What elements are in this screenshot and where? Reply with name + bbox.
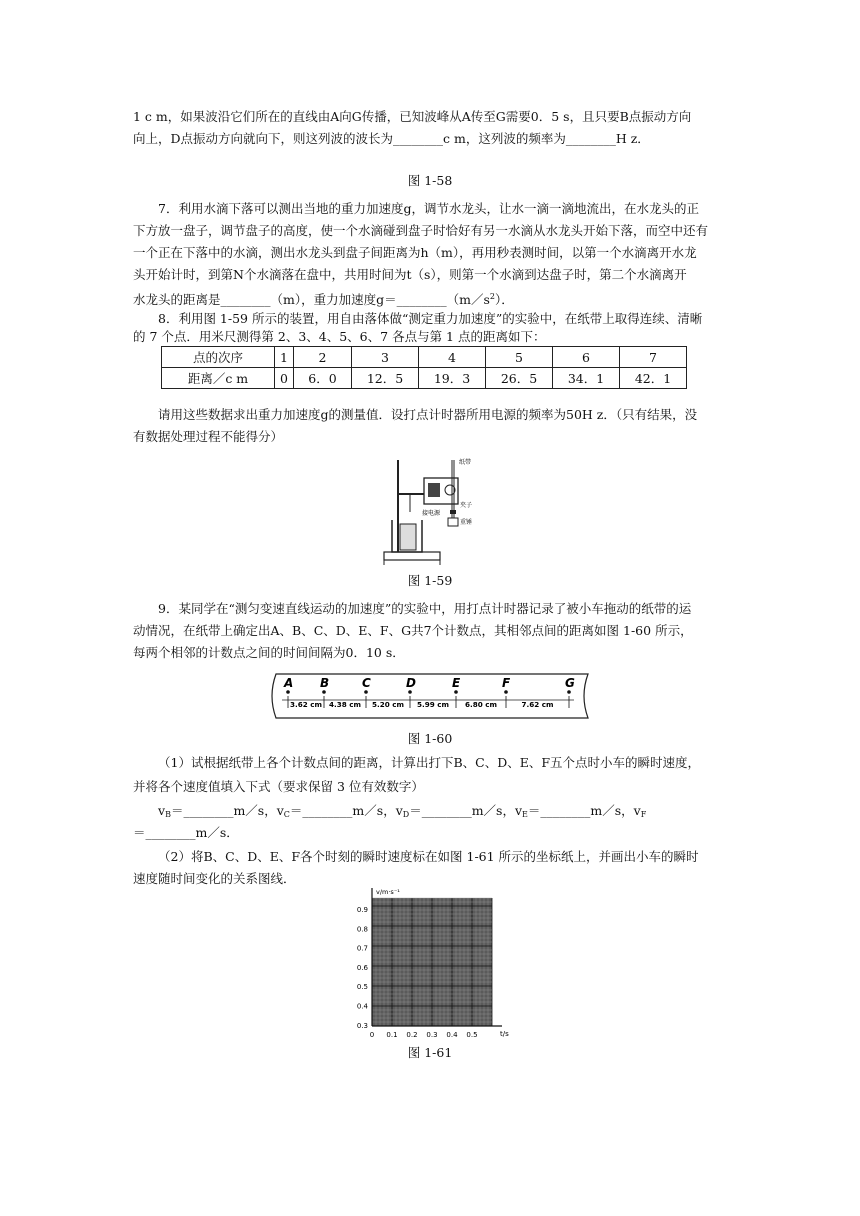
tape-distance-label: 3.62 cm: [290, 700, 322, 709]
q7-line-3: 一个正在下落中的水滴，测出水龙头到盘子间距离为h（m），再用秒表测时间，以第一个水滴离开水龙: [133, 245, 697, 260]
paper-tape-label: 纸带: [459, 459, 472, 466]
tape-point-E: [454, 690, 458, 694]
q9-line-2: 动情况，在纸带上确定出A、B、C、D、E、F、G共7个计数点，其相邻点间的距离如图 1-60 所示，: [133, 623, 693, 638]
v-b-blank: ＝________m／s，: [170, 803, 277, 818]
table-cell: 19．3: [419, 368, 486, 389]
q8-line-1: 8．利用图 1-59 所示的装置，用自由落体做“测定重力加速度”的实验中，在纸带上取得连续、清晰: [158, 311, 703, 326]
x-tick-label: 0.4: [446, 1031, 458, 1039]
tape-point-label: A: [284, 676, 294, 690]
x-tick-label: 0.5: [466, 1031, 478, 1039]
tape-point-B: [322, 690, 326, 694]
y-tick-label: 0.4: [356, 1002, 368, 1011]
y-tick-label: 0.5: [356, 983, 368, 992]
v-symbol: v: [633, 803, 641, 818]
weight-label: 重锤: [460, 519, 473, 526]
x-tick-label: 0.3: [426, 1031, 438, 1039]
tape-point-D: [408, 690, 412, 694]
x-tick-label: 0.1: [386, 1031, 398, 1039]
fig-1-58-caption: 图 1-58: [407, 173, 453, 188]
q7-line-2: 下方放一盘子，调节盘子的高度，使一个水滴碰到盘子时恰好有另一水滴从水龙头开始下落，而空中还有: [133, 223, 709, 238]
q9-part2-line-2: 速度随时间变化的关系图线．: [133, 871, 296, 886]
table-cell: 点的次序: [162, 347, 275, 368]
table-cell: 5: [486, 347, 553, 368]
q7-superscript: 2: [489, 292, 495, 301]
table-cell: 12．5: [352, 368, 419, 389]
tape-point-A: [286, 690, 290, 694]
q8-after-1: 请用这些数据求出重力加速度g的测量值．设打点计时器所用电源的频率为50H z．（只有结果，没: [158, 407, 698, 422]
x-tick-label: 0.2: [406, 1031, 418, 1039]
q6-line-2: 向上，D点振动方向就向下，则这列波的波长为________c m，这列波的频率为________H z．: [133, 131, 650, 146]
x-tick-label: 0: [369, 1031, 375, 1039]
table-cell: 0: [275, 368, 294, 389]
v-sub-b: B: [165, 810, 171, 819]
paper-tape-figure: [268, 670, 594, 722]
tape-point-label: E: [452, 676, 461, 690]
v-f-blank: ＝________m／s．: [133, 825, 239, 840]
v-symbol: v: [395, 803, 403, 818]
fig-1-60-caption: 图 1-60: [407, 731, 453, 746]
table-cell: 1: [275, 347, 294, 368]
table-cell: 6．0: [294, 368, 352, 389]
table-row: [162, 347, 687, 368]
tape-distance-label: 5.20 cm: [372, 700, 404, 709]
v-sub-e: E: [522, 810, 528, 819]
tape-point-label: C: [362, 676, 371, 690]
tape-distance-label: 6.80 cm: [465, 700, 497, 709]
v-sub-d: D: [402, 810, 410, 819]
v-sub-c: C: [283, 810, 290, 819]
q9-line-1: 9．某同学在“测匀变速直线运动的加速度”的实验中，用打点计时器记录了被小车拖动的纸带的运: [158, 601, 692, 616]
q7-line-4: 头开始计时，到第N个水滴落在盘中，共用时间为t（s），则第一个水滴到达盘子时，第二个水滴离开: [133, 267, 687, 282]
table-cell: 3: [352, 347, 419, 368]
q7-line-5b: ）．: [494, 292, 514, 307]
fig-1-61-caption: 图 1-61: [407, 1045, 453, 1060]
q7-line-5a: 水龙头的距离是________（m），重力加速度g＝________（m／s: [133, 292, 490, 307]
table-cell: 6: [553, 347, 620, 368]
q9-part2-line-1: （2）将B、C、D、E、F各个时刻的瞬时速度标在如图 1-61 所示的坐标纸上，并画出小车的瞬时: [158, 849, 699, 864]
tape-distance-label: 5.99 cm: [417, 700, 449, 709]
fig-1-59-caption: 图 1-59: [407, 573, 453, 588]
y-tick-label: 0.8: [356, 925, 368, 934]
tape-distance-label: 4.38 cm: [329, 700, 361, 709]
q7-line-1: 7．利用水滴下落可以测出当地的重力加速度g，调节水龙头，让水一滴一滴地流出，在水龙头的正: [158, 201, 699, 216]
tape-point-label: G: [565, 676, 575, 690]
y-axis-label: v/m·s⁻¹: [376, 888, 400, 896]
v-c-blank: ＝________m／s，: [289, 803, 396, 818]
tape-distance-label: 7.62 cm: [521, 700, 554, 709]
y-tick-label: 0.7: [356, 944, 368, 953]
clamp-label: 夹子: [460, 502, 473, 509]
velocity-time-grid-figure: [354, 886, 514, 1042]
y-tick-label: 0.6: [356, 963, 368, 972]
tape-point-F: [504, 690, 508, 694]
table-row: [162, 368, 687, 389]
q8-line-2: 的 7 个点．用米尺测得第 2、3、4、5、6、7 各点与第 1 点的距离如下：: [133, 329, 546, 344]
tape-point-label: F: [502, 676, 511, 690]
table-cell: 7: [620, 347, 687, 368]
q9-part1-line-2: 并将各个速度值填入下式（要求保留 3 位有效数字）: [133, 779, 424, 794]
table-cell: 42．1: [620, 368, 687, 389]
power-label: 接电源: [422, 510, 441, 517]
y-tick-label: 0.9: [356, 906, 368, 914]
table-cell: 26．5: [486, 368, 553, 389]
free-fall-apparatus-figure: [380, 452, 480, 567]
v-symbol: v: [514, 803, 523, 818]
table-cell: 2: [294, 347, 352, 368]
v-sub-f: F: [640, 810, 647, 819]
tape-point-C: [364, 690, 368, 694]
v-symbol: v: [276, 803, 284, 818]
tape-point-label: D: [406, 676, 416, 690]
table-cell: 距离／c m: [162, 368, 275, 389]
q6-line-1: 1 c m，如果波沿它们所在的直线由A向G传播，已知波峰从A传至G需要0．5 s，且只要B点振动方向: [133, 109, 692, 124]
distance-table: [161, 346, 687, 389]
v-d-blank: ＝________m／s，: [409, 803, 515, 818]
q8-after-2: 有数据处理过程不能得分）: [133, 429, 284, 444]
q9-line-3: 每两个相邻的计数点之间的时间间隔为0．10 s．: [133, 645, 405, 660]
table-cell: 4: [419, 347, 486, 368]
tape-point-label: B: [320, 676, 330, 690]
v-e-blank: ＝________m／s，: [527, 803, 634, 818]
q9-part1-line-1: （1）试根据纸带上各个计数点间的距离，计算出打下B、C、D、E、F五个点时小车的瞬时速度，: [158, 755, 701, 770]
table-cell: 34．1: [553, 368, 620, 389]
v-symbol: v: [158, 803, 166, 818]
y-tick-label: 0.3: [356, 1021, 368, 1030]
x-axis-label: t/s: [500, 1030, 509, 1038]
tape-point-G: [567, 690, 571, 694]
